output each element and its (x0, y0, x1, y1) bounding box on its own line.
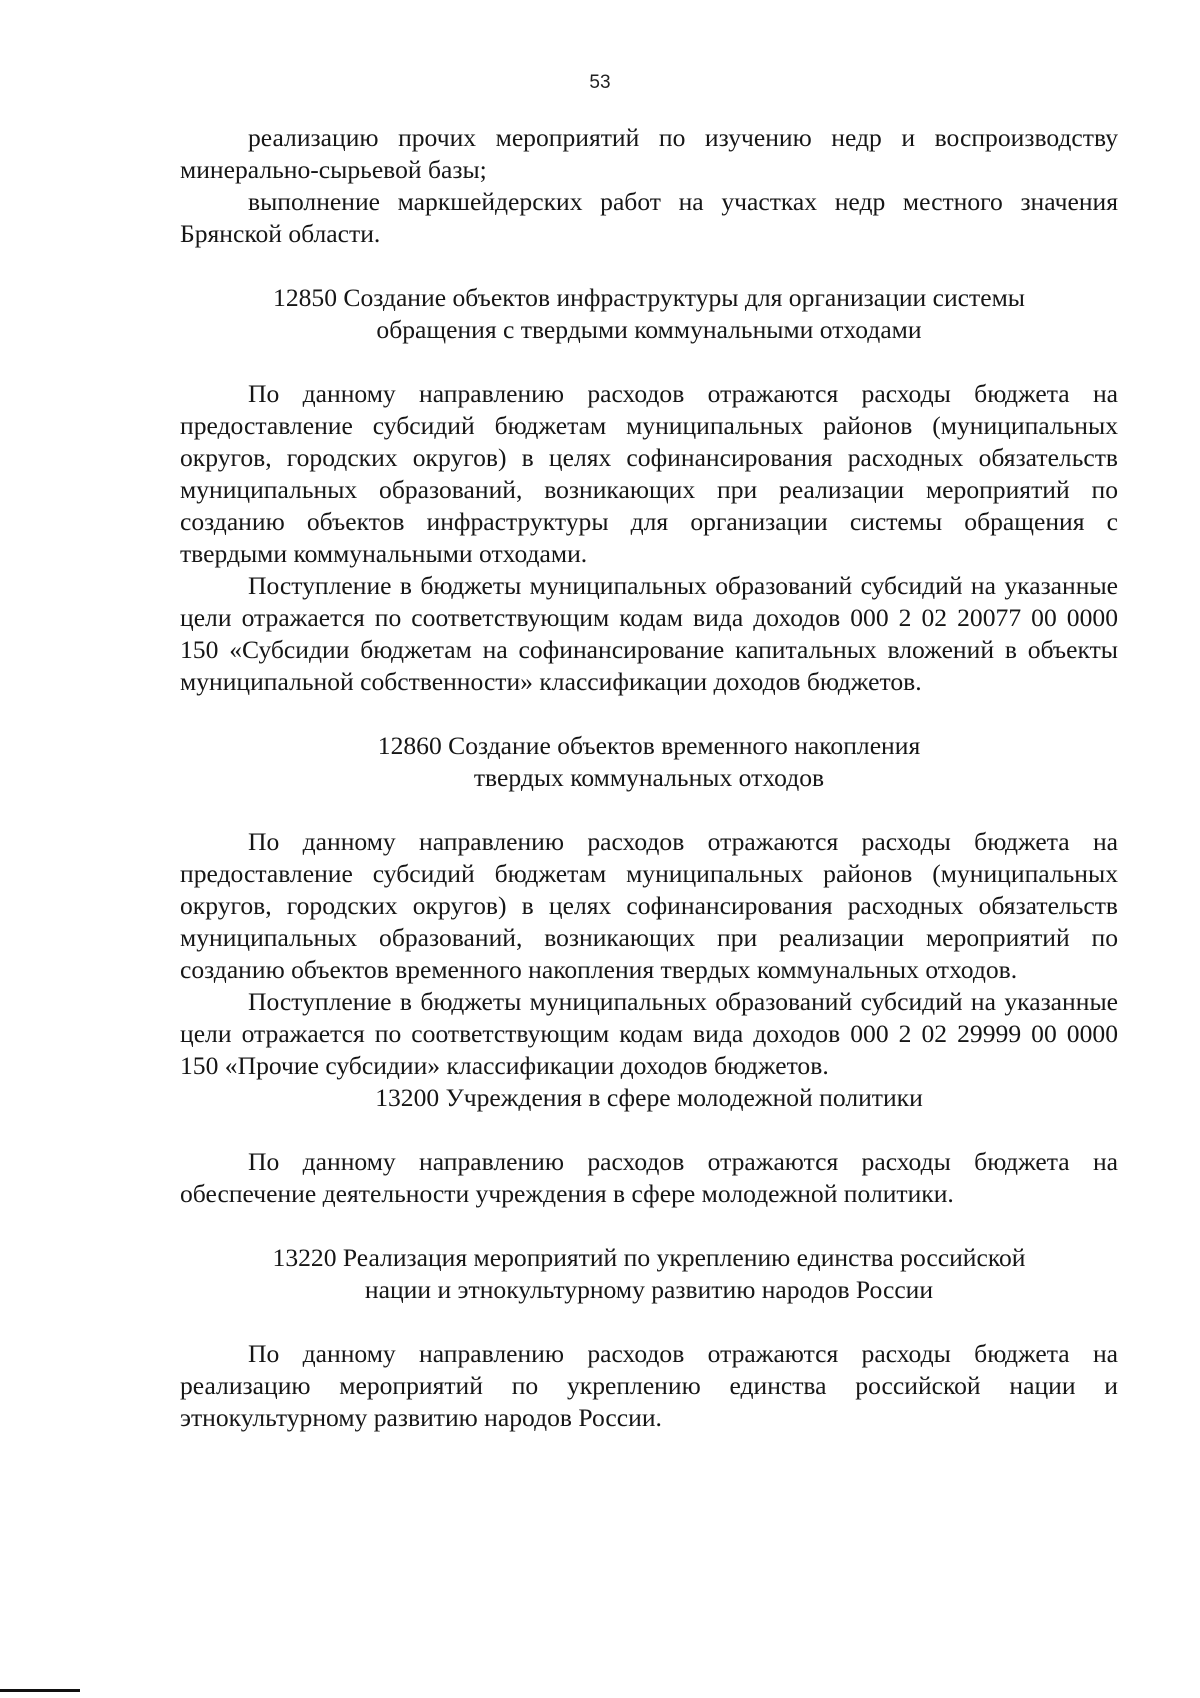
heading-line: твердых коммунальных отходов (473, 763, 825, 792)
heading-line: нации и этнокультурному развитию народов России (364, 1275, 934, 1304)
paragraph-12860-revenue: Поступление в бюджеты муниципальных образований субсидий на указанные цели отражается по соответствующим кодам вида доходов 000 2 02 29999 00 0000 150 «Прочие субсидии» классификации доходов бюджетов. (180, 987, 1118, 1080)
paragraph-12860-expenses: По данному направлению расходов отражаются расходы бюджета на предоставление субсидий бюджетам муниципальных районов (муниципальных округов, городских округов) в целях софинансирования расходных обязательств муниципальных образований, возникающих при реализации мероприятий по созданию объектов временного накопления твердых коммунальных отходов. (180, 827, 1118, 984)
heading-line: обращения с твердыми коммунальными отходами (376, 315, 922, 344)
heading-line: 12850 Создание объектов инфраструктуры для организации системы (273, 283, 1025, 312)
page-number: 53 (589, 72, 611, 93)
heading-line: 13200 Учреждения в сфере молодежной политики (375, 1083, 923, 1112)
heading-line: 13220 Реализация мероприятий по укреплению единства российской (272, 1243, 1026, 1272)
paragraph-13200-expenses: По данному направлению расходов отражаются расходы бюджета на обеспечение деятельности учреждения в сфере молодежной политики. (180, 1147, 1118, 1208)
scan-edge-mark (0, 1689, 80, 1692)
section-heading-12850 (180, 282, 1118, 346)
paragraph-mineral-base: реализацию прочих мероприятий по изучению недр и воспроизводству минерально-сырьевой базы; (180, 123, 1118, 184)
paragraph-13220-expenses: По данному направлению расходов отражаются расходы бюджета на реализацию мероприятий по укреплению единства российской нации и этнокультурному развитию народов России. (180, 1339, 1118, 1432)
section-heading-13220 (180, 1242, 1118, 1306)
section-heading-12860 (180, 730, 1118, 794)
document-body (180, 122, 1118, 1434)
section-heading-13200 (180, 1082, 1118, 1114)
heading-line: 12860 Создание объектов временного накопления (377, 731, 921, 760)
paragraph-12850-revenue: Поступление в бюджеты муниципальных образований субсидий на указанные цели отражается по соответствующим кодам вида доходов 000 2 02 20077 00 0000 150 «Субсидии бюджетам на софинансирование капитальных вложений в объекты муниципальной собственности» классификации доходов бюджетов. (180, 571, 1118, 696)
paragraph-12850-expenses: По данному направлению расходов отражаются расходы бюджета на предоставление субсидий бюджетам муниципальных районов (муниципальных округов, городских округов) в целях софинансирования расходных обязательств муниципальных образований, возникающих при реализации мероприятий по созданию объектов инфраструктуры для организации системы обращения с твердыми коммунальными отходами. (180, 379, 1118, 568)
paragraph-surveying-works: выполнение маркшейдерских работ на участках недр местного значения Брянской области. (180, 187, 1118, 248)
